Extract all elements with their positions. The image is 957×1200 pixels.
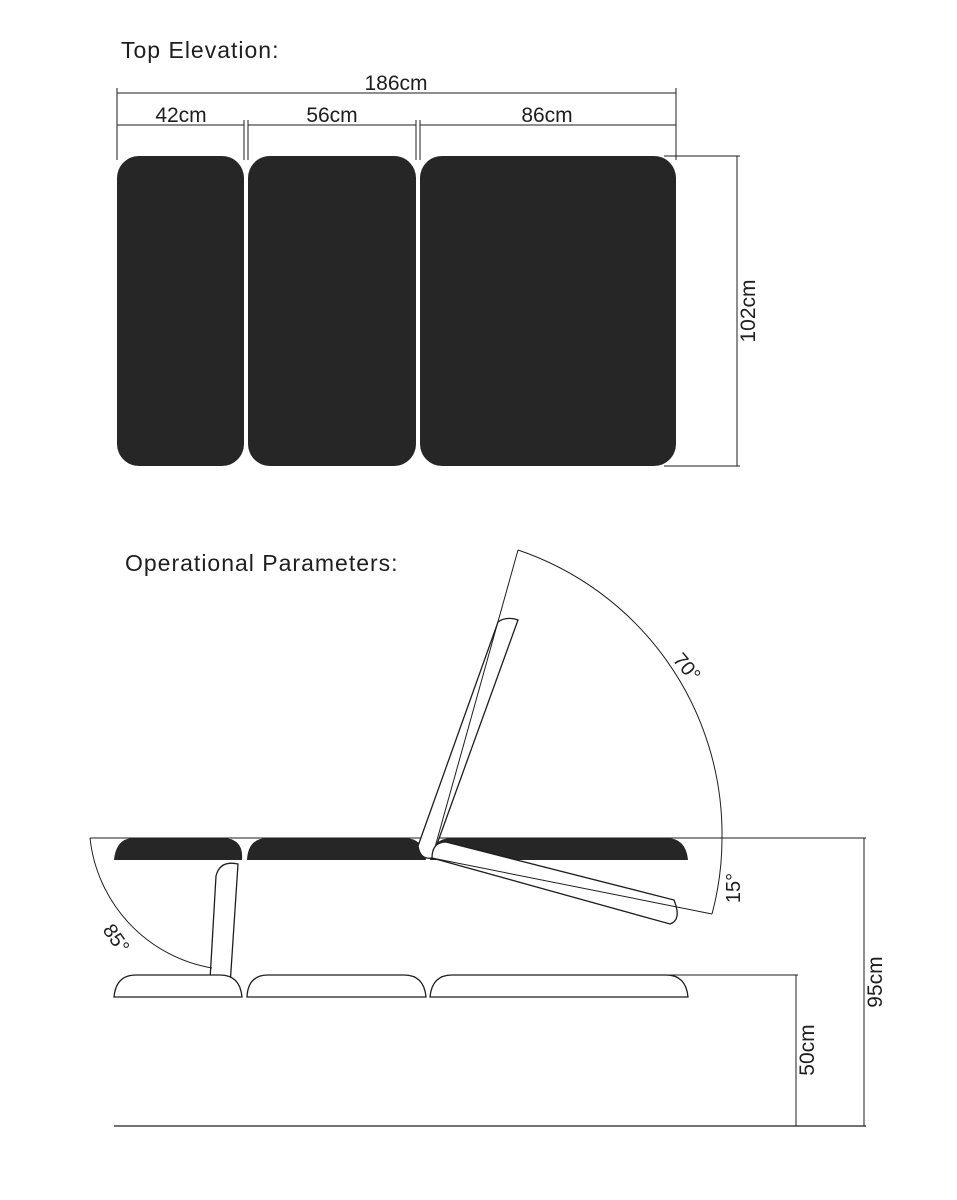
middle-segment-label: 56cm bbox=[306, 104, 358, 127]
overall-length-label: 186cm bbox=[364, 72, 428, 95]
head-drop-angle-label: 85° bbox=[97, 920, 134, 958]
head-section-dropped-outline bbox=[210, 863, 238, 986]
foot-segment-label: 86cm bbox=[521, 104, 573, 127]
width-label: 102cm bbox=[737, 279, 760, 343]
head-pad-lowered bbox=[114, 975, 242, 997]
min-height-label: 50cm bbox=[796, 1024, 819, 1076]
foot-pad-top-view bbox=[420, 156, 676, 466]
top-elevation-title: Top Elevation: bbox=[121, 37, 280, 63]
head-pad-top-view bbox=[117, 156, 244, 466]
middle-pad-raised bbox=[247, 838, 426, 860]
back-section-tilted-outline bbox=[418, 618, 518, 858]
tilt-angle-arc bbox=[712, 838, 722, 914]
back-angle-arc bbox=[518, 550, 722, 838]
middle-pad-top-view bbox=[248, 156, 416, 466]
tilt-angle-radius-line bbox=[432, 858, 712, 914]
head-segment-label: 42cm bbox=[155, 104, 207, 127]
head-pad-raised bbox=[114, 838, 242, 860]
operational-parameters-title: Operational Parameters: bbox=[125, 550, 399, 576]
tilt-angle-label: 15° bbox=[723, 872, 745, 904]
max-height-label: 95cm bbox=[864, 956, 887, 1008]
middle-pad-lowered bbox=[247, 975, 426, 997]
back-angle-radius-line bbox=[432, 550, 518, 858]
back-angle-label: 70° bbox=[668, 649, 705, 687]
foot-pad-lowered bbox=[430, 975, 688, 997]
